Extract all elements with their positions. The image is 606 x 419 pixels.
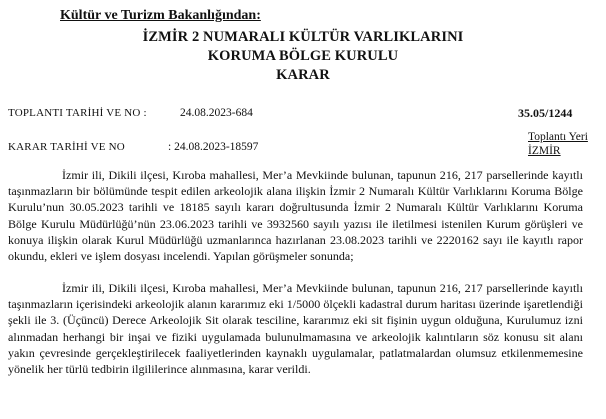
board-title-line-2: KORUMA BÖLGE KURULU	[207, 48, 399, 64]
board-title-line-1: İZMİR 2 NUMARALI KÜLTÜR VARLIKLARINI	[142, 29, 464, 45]
decision-file-number: 35.05/1244	[518, 106, 573, 120]
decision-date-label: KARAR TARİHİ VE NO	[8, 141, 125, 153]
decision-title: KARAR	[276, 67, 330, 83]
meeting-place-value: İZMİR	[528, 145, 561, 157]
meeting-date-label: TOPLANTI TARİHİ VE NO :	[8, 107, 147, 119]
decision-date-value: : 24.08.2023-18597	[168, 141, 259, 153]
meeting-place-label: Toplantı Yeri	[528, 131, 588, 143]
ministry-heading: Kültür ve Turizm Bakanlığından:	[60, 8, 261, 23]
meeting-date-value: 24.08.2023-684	[180, 107, 253, 119]
decision-paragraph-2: İzmir ili, Dikili ilçesi, Kıroba mahallesi, Mer’a Mevkiinde bulunan, tapunun 216, 217 parsellerinde kayıtlı taşınmazların içerisindeki arkeolojik alanın kararımız eki 1/5000 ölçekli kadastral durum haritası üzerinde işaretlendiği şekli ile 3. (Üçüncü) Derece Arkeolojik Sit olarak tesciline, kararımız eki sit fişinin uygun olduğuna, Kurulumuz izni alınmadan herhangi bir inşai ve fiziki uygulamada bulunulmamasına ve arkeolojik kalıntıların söz konusu sit alanı yakın çevresinde gerçekleştirilecek faaliyetlerinden kaynaklı uygulamalar, patlatmalardan olumsuz etkilenmemesine yönelik her türlü tedbirin ilgililerince alınmasına, karar verildi.	[8, 281, 583, 377]
decision-paragraph-1: İzmir ili, Dikili ilçesi, Kıroba mahallesi, Mer’a Mevkiinde bulunan, tapunun 216, 217 parsellerinde kayıtlı taşınmazların bir bölümünde tespit edilen arkeolojik alana ilişkin İzmir 2 Numaralı Kültür Varlıklarını Koruma Bölge Kurulu’nun 30.05.2023 tarihli ve 18185 sayılı kararı doğrultusunda İzmir 2 Numaralı Kültür Varlıklarını Koruma Bölge Kurulu Müdürlüğü’nün 23.06.2023 tarihli ve 3932560 sayılı yazısı ile iletilmesi istenilen Kurum görüşleri ve konuya ilişkin olarak Kurul Müdürlüğü uzmanlarınca hazırlanan 23.08.2023 tarihli ve 2220162 sayı ile kayıtlı rapor okundu, ekleri ve işlem dosyası incelendi. Yapılan görüşmeler sonunda;	[8, 168, 583, 264]
